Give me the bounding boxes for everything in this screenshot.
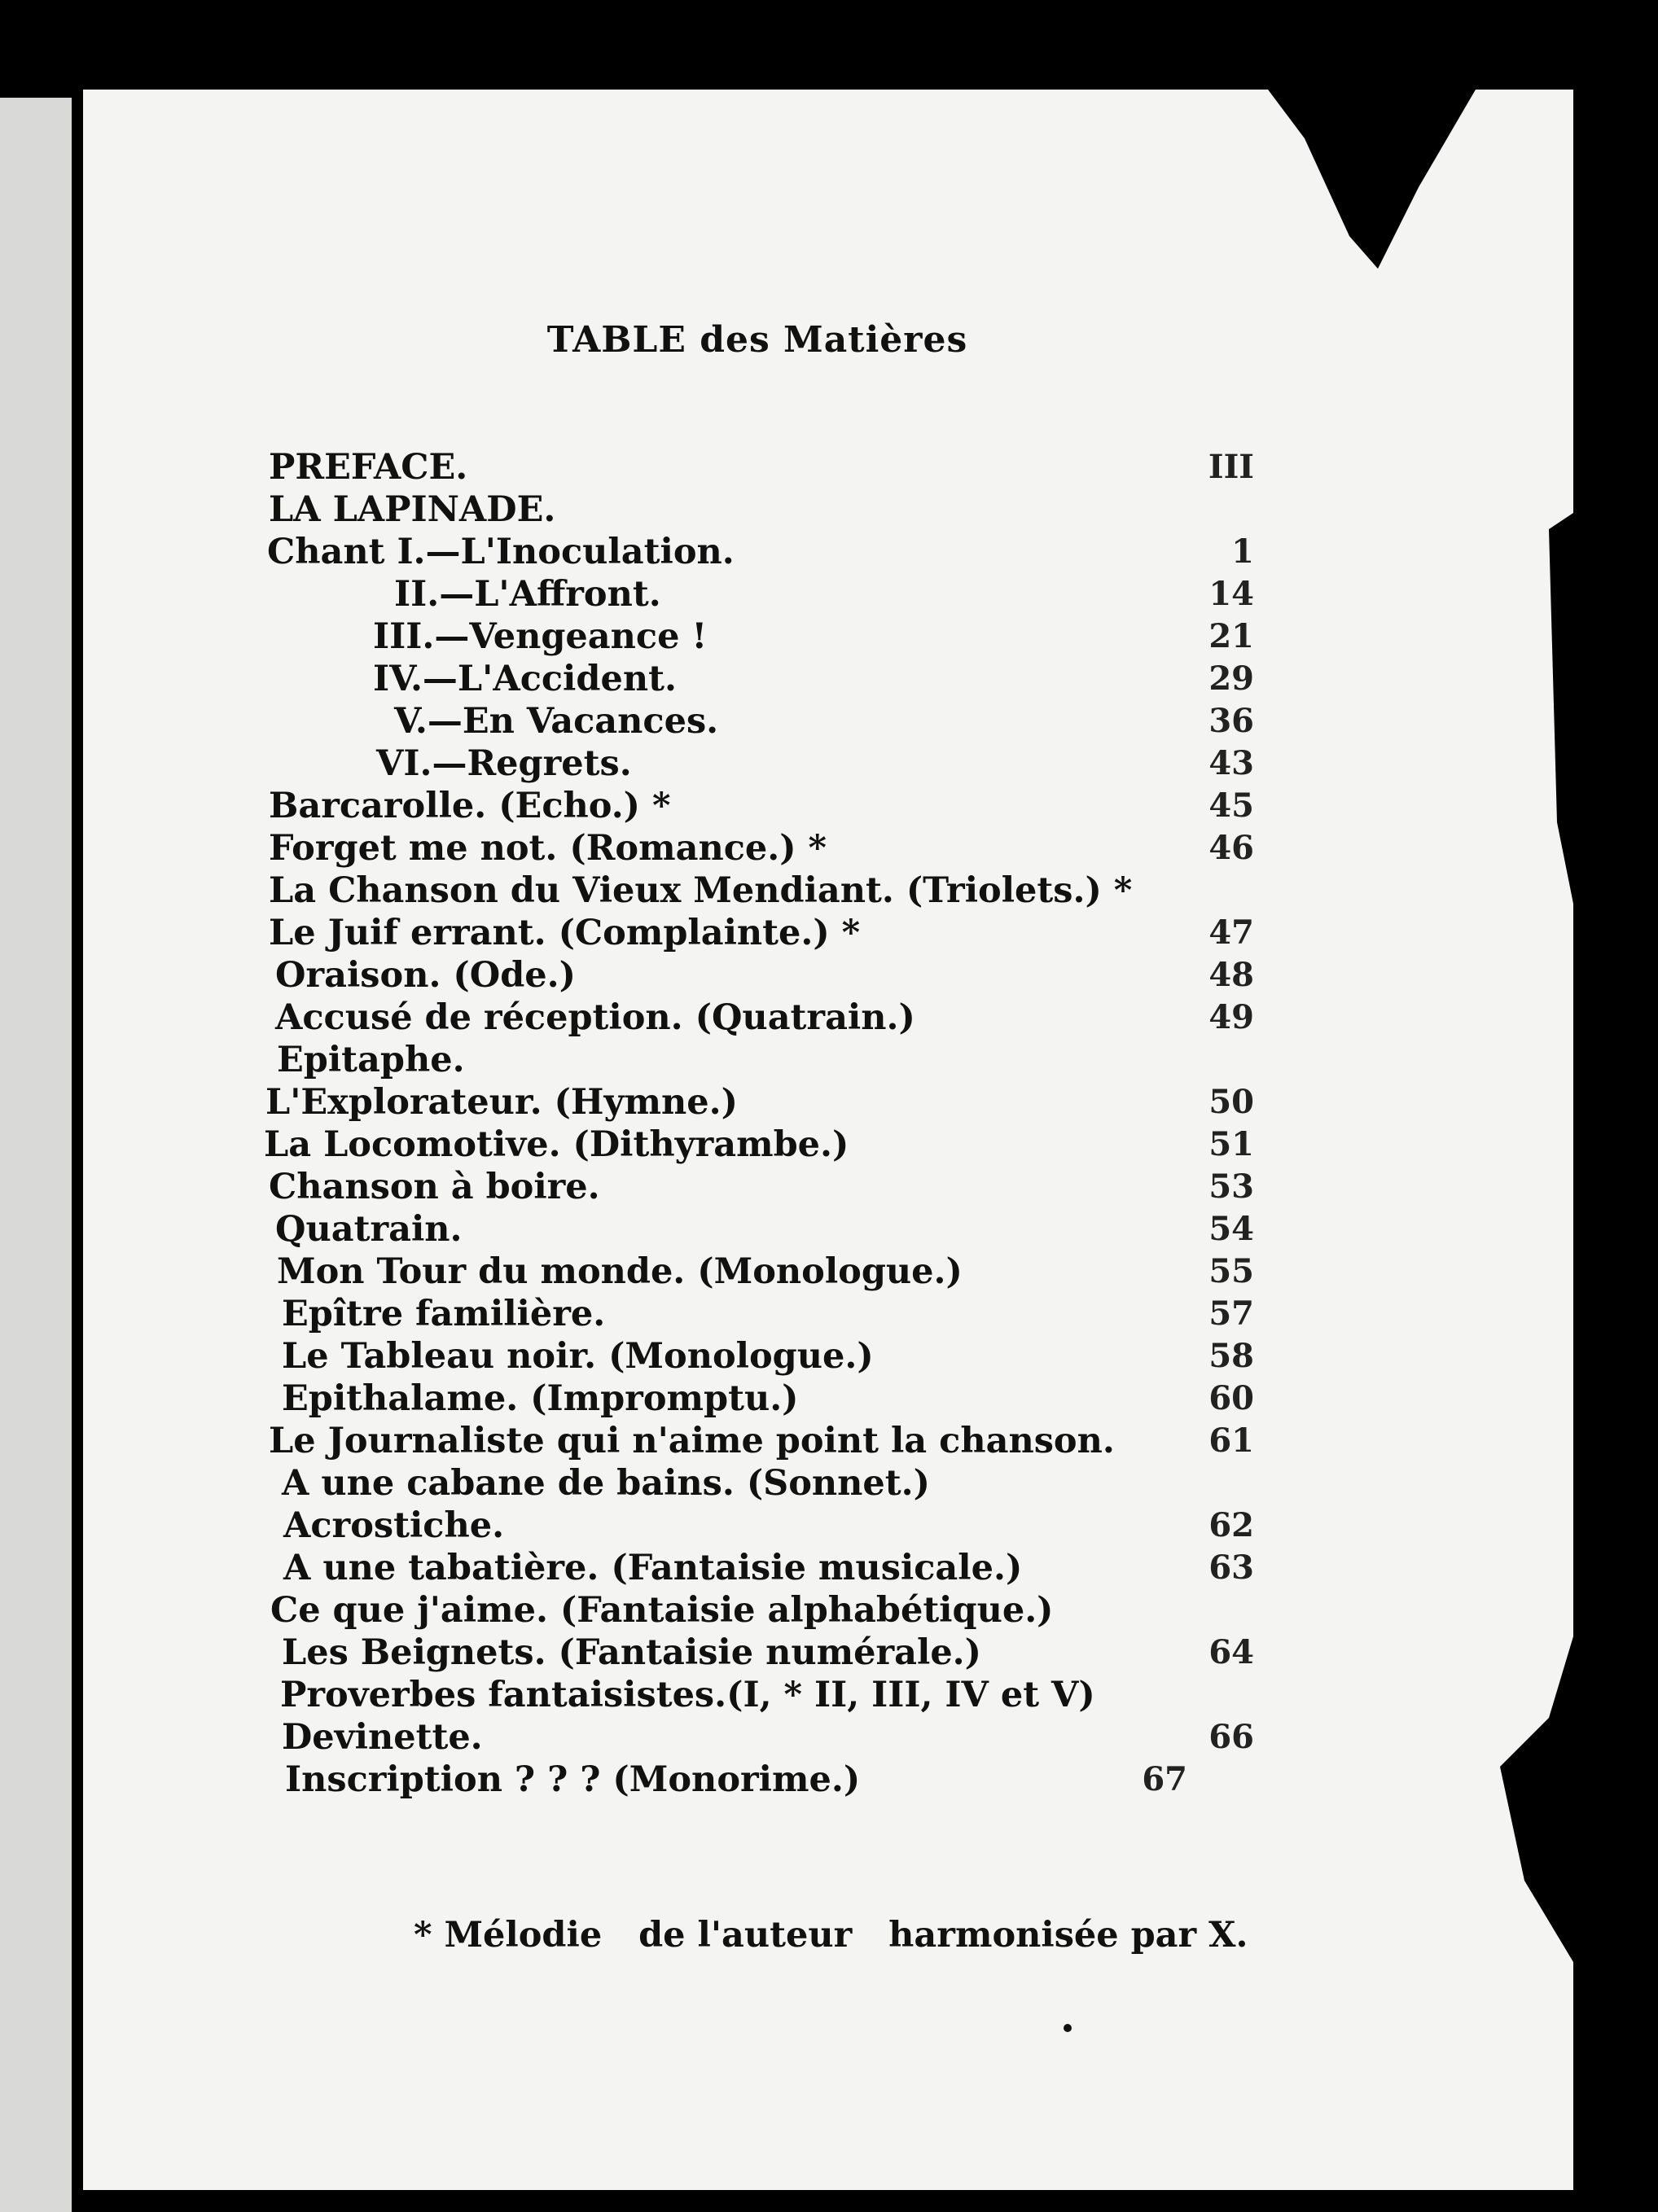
table-of-contents (0, 446, 1658, 1846)
toc-row (0, 1039, 1658, 1081)
toc-row (0, 700, 1658, 742)
toc-page-number: 21 (1208, 617, 1254, 655)
toc-row (0, 827, 1658, 869)
toc-row (0, 1166, 1658, 1208)
toc-entry: LA LAPINADE. (269, 489, 556, 530)
toc-entry: Chanson à boire. (269, 1167, 600, 1207)
toc-row (0, 1378, 1658, 1420)
ink-dot (1064, 2024, 1072, 2032)
toc-row (0, 869, 1658, 912)
toc-row (0, 1251, 1658, 1293)
toc-row (0, 1716, 1658, 1759)
toc-row (0, 446, 1658, 488)
toc-page-number: 63 (1208, 1548, 1254, 1587)
page-title: TABLE des Matières (546, 319, 968, 361)
toc-entry: II.—L'Affront. (394, 574, 661, 615)
toc-entry: Mon Tour du monde. (Monologue.) (277, 1251, 963, 1292)
toc-row (0, 996, 1658, 1039)
toc-entry: Ce que j'aime. (Fantaisie alphabétique.) (270, 1590, 1054, 1631)
toc-entry: Epithalame. (Impromptu.) (282, 1378, 799, 1419)
toc-page-number: 36 (1208, 702, 1254, 740)
toc-row (0, 1759, 1658, 1801)
toc-page-number: 53 (1208, 1167, 1254, 1206)
toc-entry: Le Journaliste qui n'aime point la chanson. (269, 1421, 1115, 1461)
toc-row (0, 615, 1658, 658)
toc-page-number: 67 (1142, 1760, 1187, 1798)
toc-entry: A une tabatière. (Fantaisie musicale.) (283, 1548, 1023, 1588)
toc-page-number: 47 (1208, 913, 1254, 952)
toc-page-number: III (1208, 448, 1254, 486)
toc-row (0, 954, 1658, 996)
toc-row (0, 742, 1658, 785)
toc-row (0, 1505, 1658, 1547)
toc-entry: Acrostiche. (283, 1505, 505, 1546)
toc-entry: L'Explorateur. (Hymne.) (265, 1082, 738, 1123)
toc-entry: III.—Vengeance ! (373, 616, 708, 657)
toc-row (0, 573, 1658, 615)
toc-page-number: 48 (1208, 956, 1254, 994)
toc-row (0, 1208, 1658, 1251)
toc-entry: Chant I.—L'Inoculation. (267, 532, 735, 572)
toc-row (0, 658, 1658, 700)
toc-page-number: 60 (1208, 1379, 1254, 1417)
toc-row (0, 1335, 1658, 1378)
toc-row (0, 1124, 1658, 1166)
toc-page-number: 51 (1208, 1125, 1254, 1163)
toc-entry: Quatrain. (275, 1209, 463, 1250)
toc-entry: Inscription ? ? ? (Monorime.) (285, 1759, 861, 1800)
toc-page-number: 50 (1208, 1083, 1254, 1121)
toc-entry: Accusé de réception. (Quatrain.) (275, 997, 915, 1038)
toc-page-number: 29 (1208, 659, 1254, 698)
toc-entry: Barcarolle. (Echo.) * (269, 786, 671, 826)
toc-entry: Oraison. (Ode.) (275, 955, 576, 996)
toc-page-number: 62 (1208, 1506, 1254, 1544)
toc-page-number: 64 (1208, 1633, 1254, 1671)
toc-row (0, 785, 1658, 827)
toc-entry: Forget me not. (Romance.) * (269, 828, 827, 869)
toc-page-number: 66 (1208, 1718, 1254, 1756)
toc-row (0, 1081, 1658, 1124)
toc-entry: Le Juif errant. (Complainte.) * (269, 913, 861, 953)
toc-page-number: 46 (1208, 829, 1254, 867)
toc-row (0, 912, 1658, 954)
toc-entry: Les Beignets. (Fantaisie numérale.) (282, 1632, 981, 1673)
toc-page-number: 45 (1208, 786, 1254, 825)
toc-page-number: 57 (1208, 1294, 1254, 1333)
toc-row (0, 531, 1658, 573)
toc-page-number: 1 (1231, 532, 1254, 571)
toc-row (0, 1674, 1658, 1716)
toc-entry: Le Tableau noir. (Monologue.) (282, 1336, 874, 1377)
toc-entry: A une cabane de bains. (Sonnet.) (282, 1463, 930, 1504)
toc-page-number: 58 (1208, 1337, 1254, 1375)
toc-page-number: 43 (1208, 744, 1254, 782)
toc-entry: PREFACE. (269, 447, 468, 488)
toc-row (0, 1589, 1658, 1632)
toc-row (0, 1462, 1658, 1505)
toc-entry: IV.—L'Accident. (373, 659, 677, 699)
toc-entry: Epître familière. (282, 1294, 606, 1334)
toc-entry: V.—En Vacances. (394, 701, 719, 742)
toc-page-number: 61 (1208, 1421, 1254, 1460)
toc-page-number: 14 (1208, 575, 1254, 613)
toc-entry: VI.—Regrets. (376, 743, 632, 784)
toc-entry: La Locomotive. (Dithyrambe.) (264, 1124, 849, 1165)
toc-page-number: 54 (1208, 1210, 1254, 1248)
toc-entry: La Chanson du Vieux Mendiant. (Triolets.) * (269, 870, 1133, 911)
toc-entry: Epitaphe. (277, 1040, 465, 1080)
toc-row (0, 1632, 1658, 1674)
toc-entry: Devinette. (282, 1717, 483, 1758)
toc-page-number: 49 (1208, 998, 1254, 1036)
toc-row (0, 488, 1658, 531)
toc-row (0, 1547, 1658, 1589)
toc-row (0, 1293, 1658, 1335)
footnote: * Mélodie de l'auteur harmonisée par X. (414, 1915, 1248, 1956)
toc-row (0, 1420, 1658, 1462)
toc-page-number: 55 (1208, 1252, 1254, 1290)
toc-entry: Proverbes fantaisistes.(I, * II, III, IV et V) (280, 1675, 1095, 1715)
